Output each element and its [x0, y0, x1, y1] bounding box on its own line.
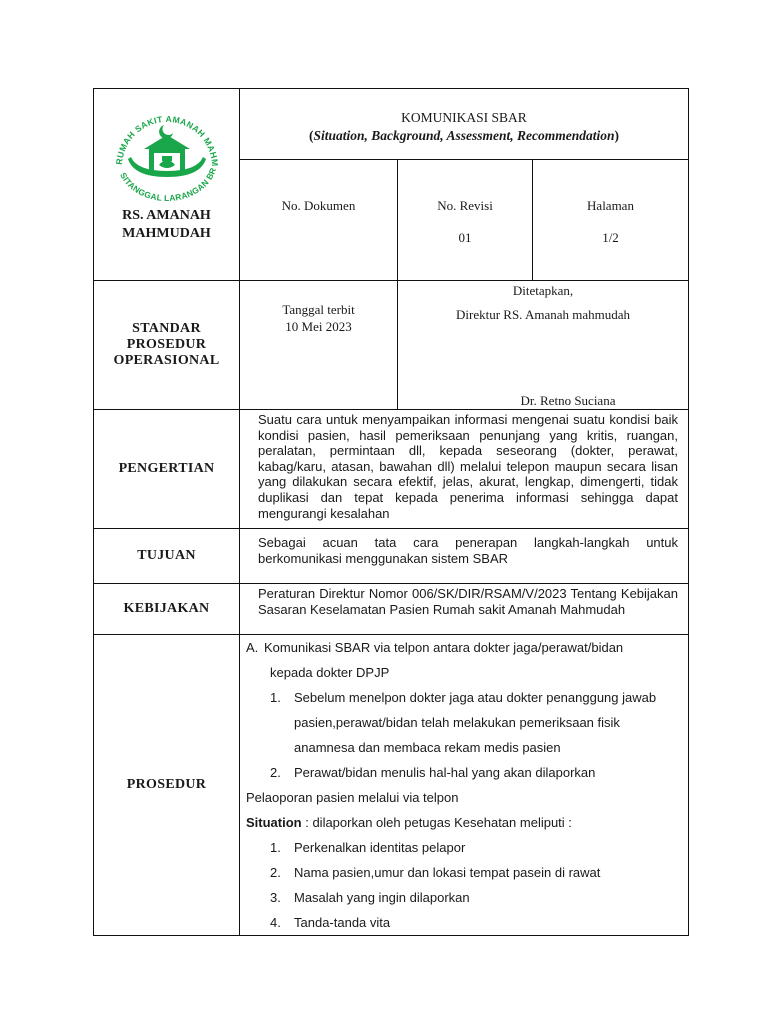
tujuan-text: Sebagai acuan tata cara penerapan langkah-langkah untuk berkomunikasi menggunakan sistem SBAR — [258, 535, 678, 566]
pengertian-text: Suatu cara untuk menyampaikan informasi mengenai suatu kondisi baik kondisi pasien, hasil pemeriksaan penunjang yang kritis, ruangan, peralatan, permintaan dll, kepada seseorang (dokter, perawat, kabag/karu, atasan, bawahan dll) melalui telepon maupun secara lisan yang dilakukan secara efektif, jelas, akurat, lengkap, dimengerti, tidak duplikasi dan tepat kepada penerima informasi sehingga dapat mengurangi kesalahan — [258, 412, 678, 521]
logo-arc-top-text: RUMAH SAKIT AMANAH MAHM — [113, 113, 221, 167]
hospital-name-line2: MAHMUDAH — [122, 226, 211, 241]
halaman-cell — [533, 160, 689, 281]
tanggal-terbit-value: 10 Mei 2023 — [285, 319, 352, 334]
ditetapkan-cell — [398, 281, 689, 410]
prosedur-body — [240, 635, 688, 935]
prosedur-a-line1: A. Komunikasi SBAR via telpon antara dokter jaga/perawat/bidan — [246, 640, 624, 655]
situation-item: 4. Tanda-tanda vita — [270, 915, 391, 930]
prosedur-step1-line2: pasien,perawat/bidan telah melakukan pemeriksaan fisik — [294, 715, 620, 730]
document-subtitle: (Situation, Background, Assessment, Recommendation) — [308, 128, 620, 143]
halaman-value: 1/2 — [602, 230, 619, 245]
hospital-logo — [104, 105, 230, 205]
pengertian-label: PENGERTIAN — [94, 410, 240, 529]
tujuan-label: TUJUAN — [94, 529, 240, 584]
situation-item: 2. Nama pasien,umur dan lokasi tempat pasein di rawat — [270, 865, 601, 880]
prosedur-step1-line3: anamnesa dan membaca rekam medis pasien — [294, 740, 561, 755]
situation-item: 3. Masalah yang ingin dilaporkan — [270, 890, 470, 905]
prosedur-a-line2: kepada dokter DPJP — [270, 665, 390, 680]
prosedur-content-cell — [240, 635, 689, 936]
prosedur-step1-line1: 1. Sebelum menelpon dokter jaga atau dokter penanggung jawab — [270, 690, 657, 705]
prosedur-label: PROSEDUR — [94, 635, 240, 936]
pengertian-content-cell — [240, 410, 689, 529]
situation-line: Situation : dilaporkan oleh petugas Kesehatan meliputi : — [246, 815, 572, 830]
tujuan-content-cell — [240, 529, 689, 584]
document-title-cell — [240, 89, 689, 160]
pelaporan-line: Pelaoporan pasien melalui via telpon — [246, 790, 459, 805]
no-revisi-value: 01 — [458, 230, 472, 245]
kebijakan-content-cell — [240, 584, 689, 635]
situation-item: 1. Perkenalkan identitas pelapor — [270, 840, 466, 855]
kebijakan-label: KEBIJAKAN — [94, 584, 240, 635]
hospital-name-line1: RS. AMANAH — [122, 208, 211, 223]
tanggal-terbit-cell — [240, 281, 398, 410]
signer-name: Dr. Retno Suciana — [520, 393, 616, 408]
no-revisi-cell — [398, 160, 533, 281]
no-dokumen-cell — [240, 160, 398, 281]
prosedur-step2: 2. Perawat/bidan menulis hal-hal yang akan dilaporkan — [270, 765, 596, 780]
logo-arc-bottom-text: SITANGGAL LARANGAN BR — [118, 166, 219, 204]
document-title: KOMUNIKASI SBAR — [401, 110, 527, 125]
no-dokumen-value — [240, 214, 397, 230]
kebijakan-text: Peraturan Direktur Nomor 006/SK/DIR/RSAM/V/2023 Tentang Kebijakan Sasaran Keselamatan Pasien Rumah sakit Amanah Mahmudah — [258, 586, 678, 617]
sop-label-cell: STANDAR PROSEDUR OPERASIONAL — [94, 281, 240, 410]
sop-document-table — [93, 88, 689, 936]
ditetapkan-label: Ditetapkan, — [512, 283, 574, 298]
no-dokumen-label: No. Dokumen — [281, 198, 356, 213]
direktur-label: Direktur RS. Amanah mahmudah — [455, 307, 631, 322]
no-revisi-label: No. Revisi — [437, 198, 493, 213]
hospital-header-cell — [94, 89, 240, 281]
halaman-label: Halaman — [587, 198, 634, 213]
tanggal-terbit-label: Tanggal terbit — [282, 302, 355, 317]
